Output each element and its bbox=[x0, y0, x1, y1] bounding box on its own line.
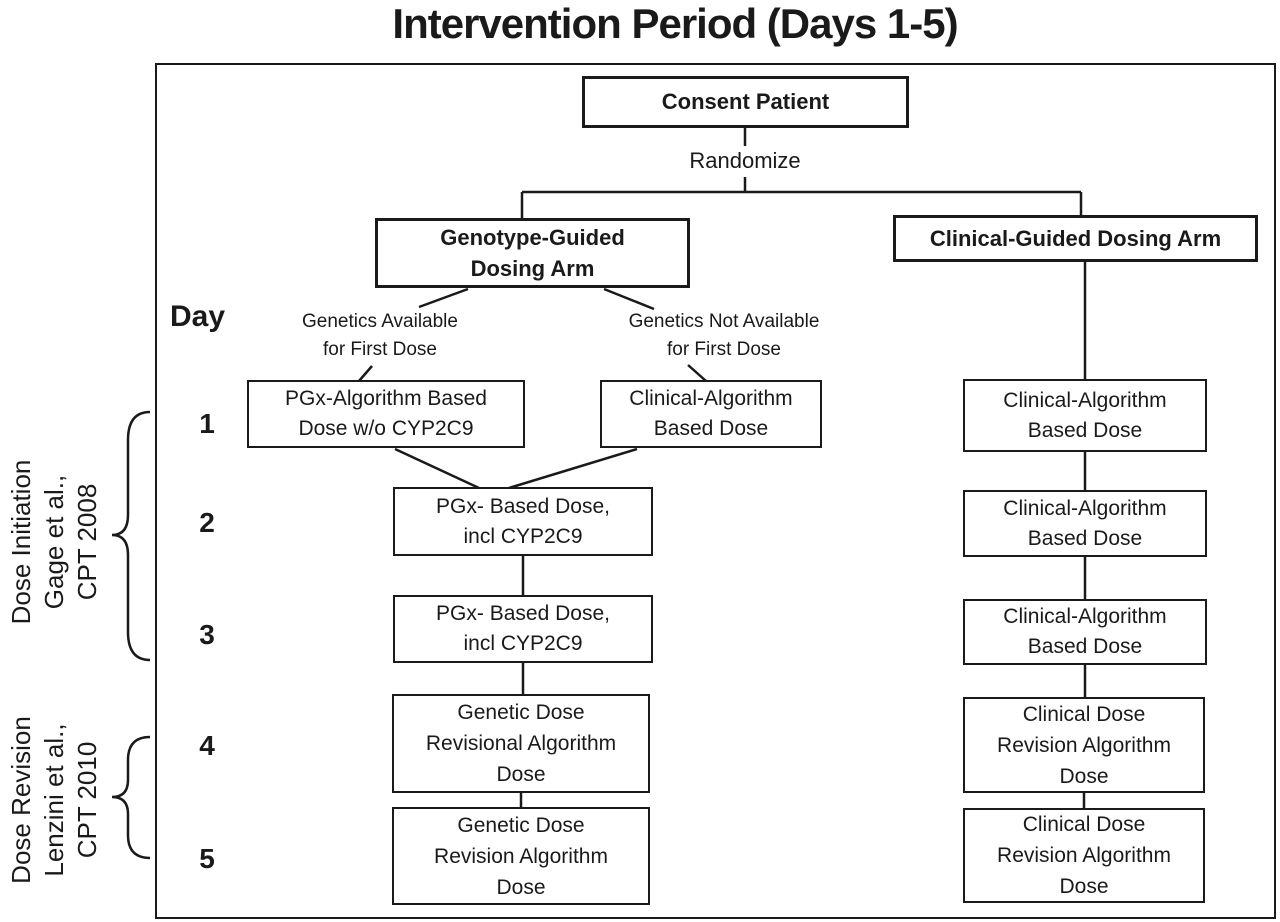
day-number-2: 2 bbox=[199, 507, 215, 538]
brace-dose-revision bbox=[112, 737, 150, 858]
node-consent-patient: Consent Patient bbox=[582, 76, 909, 128]
randomize-label: Randomize bbox=[689, 148, 801, 173]
day-number-3: 3 bbox=[199, 619, 215, 650]
day-axis-header: Day bbox=[170, 300, 226, 333]
node-genotype-guided-arm: Genotype-Guided Dosing Arm bbox=[375, 218, 690, 288]
node-day3-clinical-algorithm-dose: Clinical-Algorithm Based Dose bbox=[963, 599, 1207, 665]
node-day5-genetic-dose-revision: Genetic Dose Revision Algorithm Dose bbox=[392, 807, 650, 905]
node-day4-clinical-dose-revision: Clinical Dose Revision Algorithm Dose bbox=[963, 697, 1205, 793]
node-day2-clinical-algorithm-dose: Clinical-Algorithm Based Dose bbox=[963, 490, 1207, 557]
day-number-5: 5 bbox=[199, 843, 215, 874]
node-day4-genetic-dose-revision: Genetic Dose Revisional Algorithm Dose bbox=[392, 694, 650, 793]
node-day2-pgx-based-dose: PGx- Based Dose, incl CYP2C9 bbox=[393, 487, 653, 556]
node-clinical-guided-arm: Clinical-Guided Dosing Arm bbox=[893, 215, 1258, 262]
genetics-available-label: Genetics Available for First Dose bbox=[302, 311, 458, 360]
day-number-1: 1 bbox=[199, 408, 215, 439]
node-day5-clinical-dose-revision: Clinical Dose Revision Algorithm Dose bbox=[963, 808, 1205, 903]
day-number-4: 4 bbox=[199, 730, 215, 761]
page-title: Intervention Period (Days 1-5) bbox=[392, 0, 958, 47]
node-day1-pgx-algorithm-dose: PGx-Algorithm Based Dose w/o CYP2C9 bbox=[247, 380, 525, 448]
node-day1-clinical-algorithm-dose-genotype-arm: Clinical-Algorithm Based Dose bbox=[600, 380, 822, 448]
genetics-not-available-label: Genetics Not Available for First Dose bbox=[628, 311, 820, 360]
node-day1-clinical-algorithm-dose-clinical-arm: Clinical-Algorithm Based Dose bbox=[963, 379, 1207, 452]
annotation-dose-revision: Dose Revision Lenzini et al., CPT 2010 bbox=[6, 716, 102, 884]
annotation-dose-initiation: Dose Initiation Gage et al., CPT 2008 bbox=[6, 459, 102, 625]
node-day3-pgx-based-dose: PGx- Based Dose, incl CYP2C9 bbox=[393, 595, 653, 663]
brace-dose-initiation bbox=[112, 412, 150, 660]
